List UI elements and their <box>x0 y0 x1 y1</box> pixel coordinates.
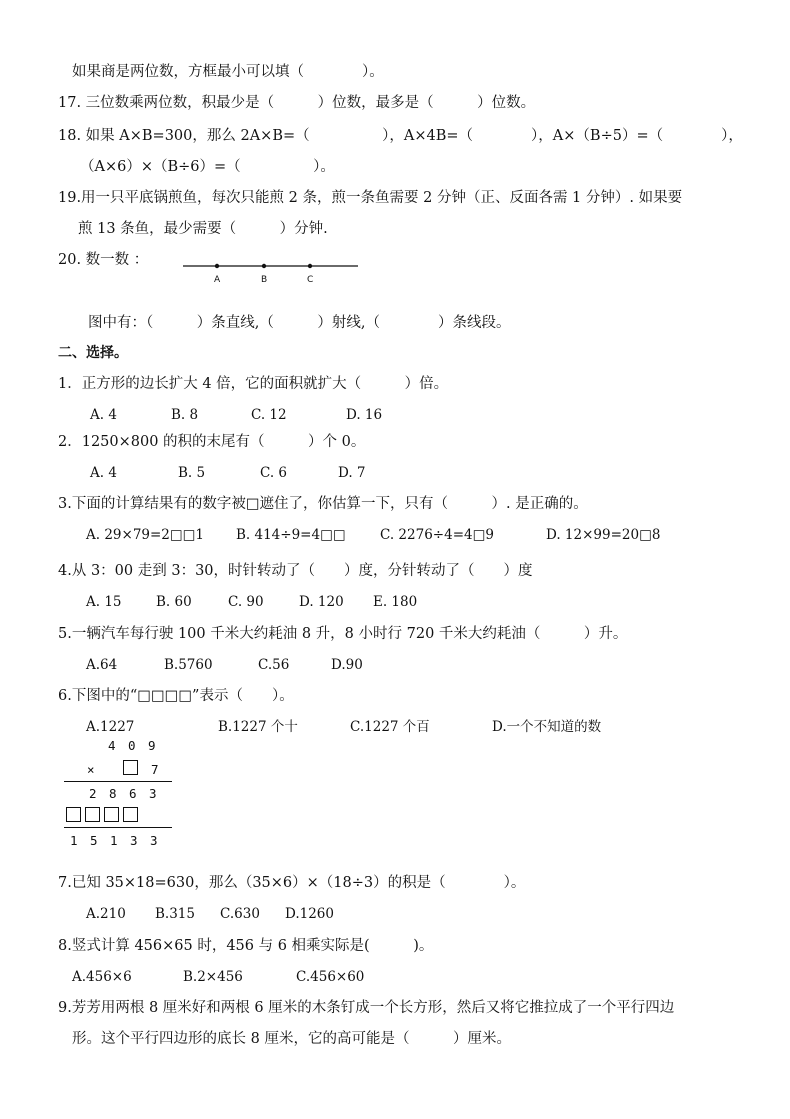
option-6b: B.1227 个十 <box>218 719 298 735</box>
choice-question-2: 2．1250×800 的积的末尾有（ ）个 0。 <box>58 434 366 450</box>
divider-line <box>64 827 172 828</box>
point-b-label: B <box>261 275 268 285</box>
option-4e: E. 180 <box>373 594 418 610</box>
blank-box <box>104 807 119 822</box>
option-3d: D. 12×99=20□8 <box>546 527 661 543</box>
choice-question-9-line-2: 形。这个平行四边形的底长 8 厘米，它的高可能是（ ）厘米。 <box>72 1031 511 1047</box>
question-18-line-2: （A×6）×（B÷6）=（ ）。 <box>80 159 335 175</box>
option-5a: A.64 <box>86 657 118 673</box>
blank-box <box>123 760 138 775</box>
section-title: 二、选择。 <box>58 345 128 361</box>
option-2a: A. 4 <box>90 465 117 481</box>
option-1a: A. 4 <box>90 407 117 423</box>
option-8a: A.456×6 <box>72 969 132 985</box>
option-8b: B.2×456 <box>183 969 243 985</box>
partial-digit: 3 <box>149 786 157 801</box>
result-digit: 5 <box>90 833 98 848</box>
partial-digit: 6 <box>129 786 137 801</box>
question-19-line-1: 19.用一只平底锅煎鱼，每次只能煎 2 条，煎一条鱼需要 2 分钟（正、反面各需 1 分钟）. 如果要 <box>58 190 683 206</box>
point-a-label: A <box>214 275 221 285</box>
choice-question-9-line-1: 9.芳芳用两根 8 厘米好和两根 6 厘米的木条钉成一个长方形，然后又将它推拉成了一个平行四边 <box>58 1000 675 1016</box>
question-20: 20. 数一数 ： <box>58 252 149 268</box>
option-1b: B. 8 <box>171 407 199 423</box>
point-c-label: C <box>307 275 314 285</box>
option-7a: A.210 <box>86 906 126 922</box>
option-3a: A. 29×79=2□□1 <box>86 527 204 543</box>
result-digit: 1 <box>70 833 78 848</box>
option-5c: C.56 <box>258 657 290 673</box>
multiplier-digit: 7 <box>151 762 159 777</box>
option-7d: D.1260 <box>285 906 334 922</box>
question-18-line-1: 18. 如果 A×B=300，那么 2A×B=（ ），A×4B=（ ），A×（B÷5）=（ ）， <box>58 128 743 144</box>
question-16-continuation: 如果商是两位数，方框最小可以填（ ）。 <box>72 64 384 80</box>
result-digit: 1 <box>110 833 118 848</box>
point-b-dot <box>262 264 266 268</box>
option-6a: A.1227 <box>86 719 135 735</box>
option-2c: C. 6 <box>260 465 288 481</box>
option-7c: C.630 <box>220 906 260 922</box>
option-7b: B.315 <box>155 906 195 922</box>
option-1d: D. 16 <box>346 407 383 423</box>
top-digit: 4 <box>108 738 116 753</box>
option-6d: D.一个不知道的数 <box>492 719 602 735</box>
option-4c: C. 90 <box>228 594 264 610</box>
point-a-dot <box>215 264 219 268</box>
choice-question-7: 7.已知 35×18=630，那么（35×6）×（18÷3）的积是（ ）。 <box>58 875 526 891</box>
result-digit: 3 <box>130 833 138 848</box>
result-digit: 3 <box>150 833 158 848</box>
divider-line <box>64 781 172 782</box>
choice-question-6: 6.下图中的“□□□□”表示（ ）。 <box>58 688 294 704</box>
option-4d: D. 120 <box>299 594 344 610</box>
option-1c: C. 12 <box>251 407 287 423</box>
option-8c: C.456×60 <box>296 969 365 985</box>
choice-question-5: 5.一辆汽车每行驶 100 千米大约耗油 8 升，8 小时行 720 千米大约耗油（ ）升。 <box>58 626 628 642</box>
choice-question-3: 3.下面的计算结果有的数字被□遮住了，你估算一下，只有（ ）. 是正确的。 <box>58 496 588 512</box>
question-19-line-2: 煎 13 条鱼，最少需要（ ）分钟. <box>78 221 328 237</box>
option-6c: C.1227 个百 <box>350 719 430 735</box>
choice-question-4: 4.从 3：00 走到 3：30，时针转动了（ ）度，分针转动了（ ）度 <box>58 563 533 579</box>
option-5d: D.90 <box>331 657 363 673</box>
partial-digit: 2 <box>89 786 97 801</box>
option-4b: B. 60 <box>156 594 192 610</box>
option-3b: B. 414÷9=4□□ <box>236 527 346 543</box>
blank-box <box>123 807 138 822</box>
choice-question-8: 8.竖式计算 456×65 时，456 与 6 相乘实际是( )。 <box>58 938 434 954</box>
question-17: 17. 三位数乘两位数，积最少是（ ）位数，最多是（ ）位数。 <box>58 95 536 111</box>
partial-digit: 8 <box>109 786 117 801</box>
option-5b: B.5760 <box>164 657 213 673</box>
top-digit: 0 <box>128 738 136 753</box>
option-2b: B. 5 <box>178 465 206 481</box>
choice-question-1: 1．正方形的边长扩大 4 倍，它的面积就扩大（ ）倍。 <box>58 376 449 392</box>
blank-box <box>85 807 100 822</box>
blank-box <box>66 807 81 822</box>
option-3c: C. 2276÷4=4□9 <box>380 527 494 543</box>
point-c-dot <box>308 264 312 268</box>
question-20-answer: 图中有：（ ）条直线,（ ）射线,（ ）条线段。 <box>88 315 511 331</box>
option-4a: A. 15 <box>86 594 122 610</box>
line-figure <box>180 256 365 288</box>
top-digit: 9 <box>148 738 156 753</box>
times-sign: × <box>87 762 95 777</box>
option-2d: D. 7 <box>338 465 366 481</box>
